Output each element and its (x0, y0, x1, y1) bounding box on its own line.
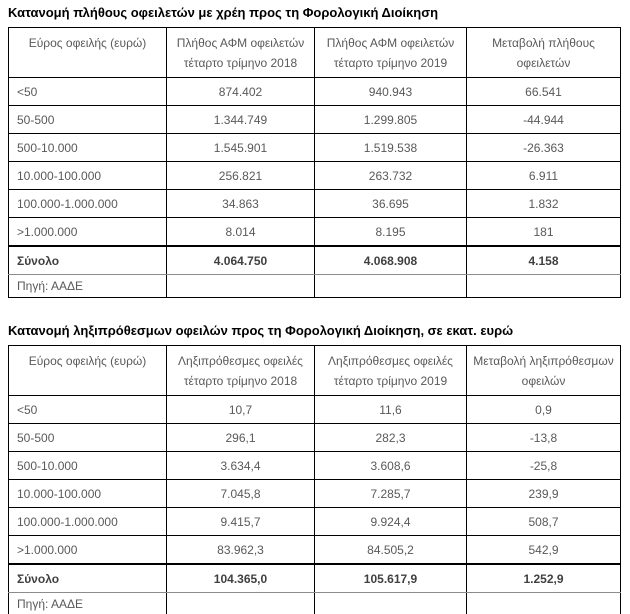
header-line: Μεταβολή πλήθους (492, 36, 595, 50)
row-label-cell: 500-10.000 (9, 452, 167, 480)
row-label-cell: 10.000-100.000 (9, 162, 167, 190)
total-value-cell: 4.064.750 (167, 246, 315, 275)
value-cell: 256.821 (167, 162, 315, 190)
value-cell: 940.943 (315, 78, 467, 106)
column-header-overdue-2018 (167, 346, 315, 396)
value-cell: 3.634,4 (167, 452, 315, 480)
row-label-cell: 500-10.000 (9, 134, 167, 162)
total-label-cell: Σύνολο (9, 564, 167, 593)
value-cell: 1.545.901 (167, 134, 315, 162)
row-label-cell: 50-500 (9, 106, 167, 134)
table-row (9, 134, 621, 162)
overdue-debts-table-title: Κατανομή ληξιπρόθεσμων οφειλών προς τη Φορολογική Διοίκηση, σε εκατ. ευρώ (8, 323, 514, 338)
value-cell: 6.911 (467, 162, 621, 190)
header-line: τέταρτο τρίμηνο 2018 (183, 56, 298, 70)
header-line: Ληξιπρόθεσμες οφειλές (328, 354, 453, 368)
header-line: τέταρτο τρίμηνο 2019 (333, 56, 448, 70)
value-cell: 263.732 (315, 162, 467, 190)
source-cell: Πηγή: ΑΑΔΕ (9, 593, 167, 614)
table-row (9, 78, 621, 106)
total-value-cell: 104.365,0 (167, 564, 315, 593)
header-line: Πλήθος ΑΦΜ οφειλετών (326, 36, 455, 50)
value-cell: 9.924,4 (315, 508, 467, 536)
total-value-cell: 105.617,9 (315, 564, 467, 593)
table-row (9, 452, 621, 480)
value-cell: 7.285,7 (315, 480, 467, 508)
total-value-cell: 4.158 (467, 246, 621, 275)
column-header-overdue-change (467, 346, 621, 396)
header-row (9, 28, 621, 78)
value-cell: 296,1 (167, 424, 315, 452)
value-cell: 84.505,2 (315, 536, 467, 565)
value-cell: 181 (467, 218, 621, 247)
overdue-debts-section (8, 323, 622, 614)
header-line: Εύρος οφειλής (ευρώ) (28, 354, 147, 368)
value-cell: 66.541 (467, 78, 621, 106)
value-cell: -44.944 (467, 106, 621, 134)
column-header-debt-range (9, 346, 167, 396)
value-cell: -13,8 (467, 424, 621, 452)
row-label-cell: 100.000-1.000.000 (9, 508, 167, 536)
empty-cell (167, 275, 315, 298)
value-cell: 7.045,8 (167, 480, 315, 508)
source-cell: Πηγή: ΑΑΔΕ (9, 275, 167, 298)
row-label-cell: >1.000.000 (9, 536, 167, 565)
row-label-cell: 100.000-1.000.000 (9, 190, 167, 218)
table-row (9, 190, 621, 218)
column-header-debt-range (9, 28, 167, 78)
source-row (9, 275, 621, 298)
total-value-cell: 1.252,9 (467, 564, 621, 593)
debtors-count-table (8, 27, 621, 298)
overdue-debts-table (8, 345, 621, 614)
value-cell: 1.299.805 (315, 106, 467, 134)
value-cell: 36.695 (315, 190, 467, 218)
column-header-count-2019 (315, 28, 467, 78)
header-line: Εύρος οφειλής (ευρώ) (28, 36, 147, 50)
table-row (9, 536, 621, 565)
value-cell: 1.344.749 (167, 106, 315, 134)
value-cell: 11,6 (315, 396, 467, 424)
debtors-count-table-title: Κατανομή πλήθους οφειλετών με χρέη προς τη Φορολογική Διοίκηση (8, 5, 439, 20)
value-cell: 508,7 (467, 508, 621, 536)
row-label-cell: 10.000-100.000 (9, 480, 167, 508)
column-header-overdue-2019 (315, 346, 467, 396)
total-value-cell: 4.068.908 (315, 246, 467, 275)
row-label-cell: <50 (9, 78, 167, 106)
header-line: Πλήθος ΑΦΜ οφειλετών (176, 36, 305, 50)
header-line: Μεταβολή ληξιπρόθεσμων (473, 354, 614, 368)
empty-cell (467, 593, 621, 614)
table-row (9, 106, 621, 134)
empty-cell (315, 275, 467, 298)
row-label-cell: <50 (9, 396, 167, 424)
table-row (9, 162, 621, 190)
value-cell: 8.014 (167, 218, 315, 247)
column-header-count-2018 (167, 28, 315, 78)
value-cell: -25,8 (467, 452, 621, 480)
value-cell: 1.519.538 (315, 134, 467, 162)
table-row (9, 480, 621, 508)
header-line: οφειλετών (516, 56, 571, 70)
debtors-count-section (8, 5, 622, 298)
total-row (9, 246, 621, 275)
value-cell: 3.608,6 (315, 452, 467, 480)
header-line: Ληξιπρόθεσμες οφειλές (178, 354, 303, 368)
empty-cell (467, 275, 621, 298)
header-line: τέταρτο τρίμηνο 2018 (183, 374, 298, 388)
value-cell: 83.962,3 (167, 536, 315, 565)
value-cell: 10,7 (167, 396, 315, 424)
table-row (9, 424, 621, 452)
empty-cell (315, 593, 467, 614)
total-label-cell: Σύνολο (9, 246, 167, 275)
empty-cell (167, 593, 315, 614)
source-row (9, 593, 621, 614)
value-cell: 239,9 (467, 480, 621, 508)
value-cell: 874.402 (167, 78, 315, 106)
value-cell: 282,3 (315, 424, 467, 452)
value-cell: -26.363 (467, 134, 621, 162)
table-row (9, 396, 621, 424)
row-label-cell: >1.000.000 (9, 218, 167, 247)
row-label-cell: 50-500 (9, 424, 167, 452)
value-cell: 542,9 (467, 536, 621, 565)
column-header-count-change (467, 28, 621, 78)
total-row (9, 564, 621, 593)
table-row (9, 218, 621, 247)
value-cell: 0,9 (467, 396, 621, 424)
header-row (9, 346, 621, 396)
value-cell: 8.195 (315, 218, 467, 247)
value-cell: 9.415,7 (167, 508, 315, 536)
header-line: τέταρτο τρίμηνο 2019 (333, 374, 448, 388)
table-row (9, 508, 621, 536)
header-line: οφειλών (521, 374, 566, 388)
value-cell: 1.832 (467, 190, 621, 218)
value-cell: 34.863 (167, 190, 315, 218)
